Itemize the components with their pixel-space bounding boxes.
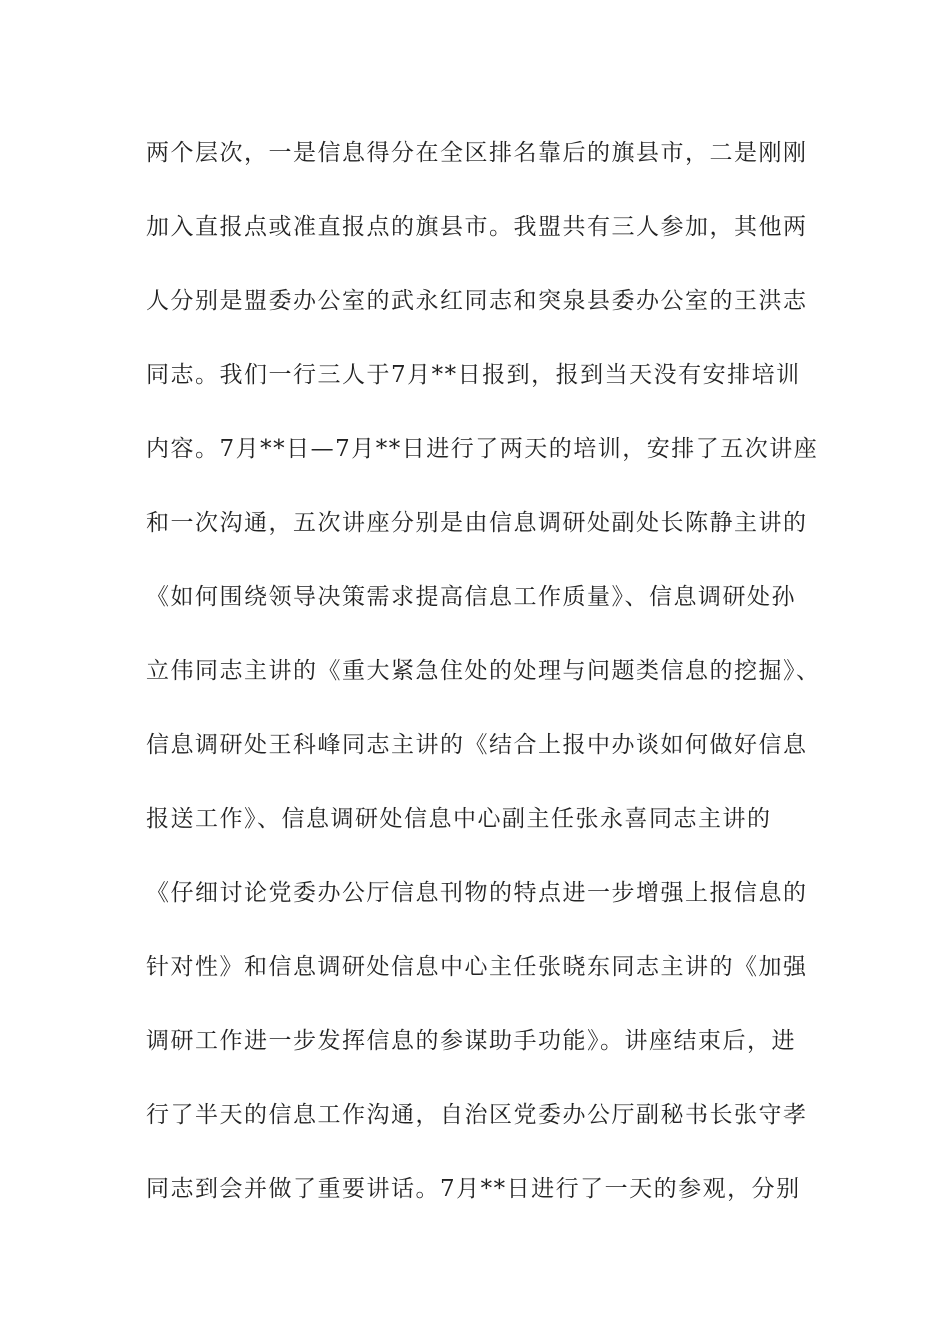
text-line: 同志。我们一行三人于7月**日报到，报到当天没有安排培训 [146, 362, 801, 388]
text-line: 和一次沟通，五次讲座分别是由信息调研处副处长陈静主讲的 [146, 510, 808, 536]
body-text [146, 128, 826, 1238]
text-line: 调研工作进一步发挥信息的参谋助手功能》。讲座结束后，进 [146, 1028, 796, 1054]
text-line: 行了半天的信息工作沟通，自治区党委办公厅副秘书长张守孝 [146, 1102, 808, 1128]
text-line: 人分别是盟委办公室的武永红同志和突泉县委办公室的王洪志 [146, 288, 808, 314]
text-line: 报送工作》、信息调研处信息中心副主任张永喜同志主讲的 [146, 806, 772, 832]
text-line: 同志到会并做了重要讲话。7月**日进行了一天的参观，分别 [146, 1176, 801, 1202]
text-line: 《仔细讨论党委办公厅信息刊物的特点进一步增强上报信息的 [146, 880, 808, 906]
text-line: 内容。7月**日—7月**日进行了两天的培训，安排了五次讲座 [146, 436, 819, 462]
text-line: 加入直报点或准直报点的旗县市。我盟共有三人参加，其他两 [146, 214, 808, 240]
text-line: 针对性》和信息调研处信息中心主任张晓东同志主讲的《加强 [146, 954, 808, 980]
text-line: 信息调研处王科峰同志主讲的《结合上报中办谈如何做好信息 [146, 732, 808, 758]
text-line: 《如何围绕领导决策需求提高信息工作质量》、信息调研处孙 [146, 584, 796, 610]
text-line: 立伟同志主讲的《重大紧急住处的处理与问题类信息的挖掘》、 [146, 658, 821, 684]
text-line: 两个层次，一是信息得分在全区排名靠后的旗县市，二是刚刚 [146, 140, 808, 166]
